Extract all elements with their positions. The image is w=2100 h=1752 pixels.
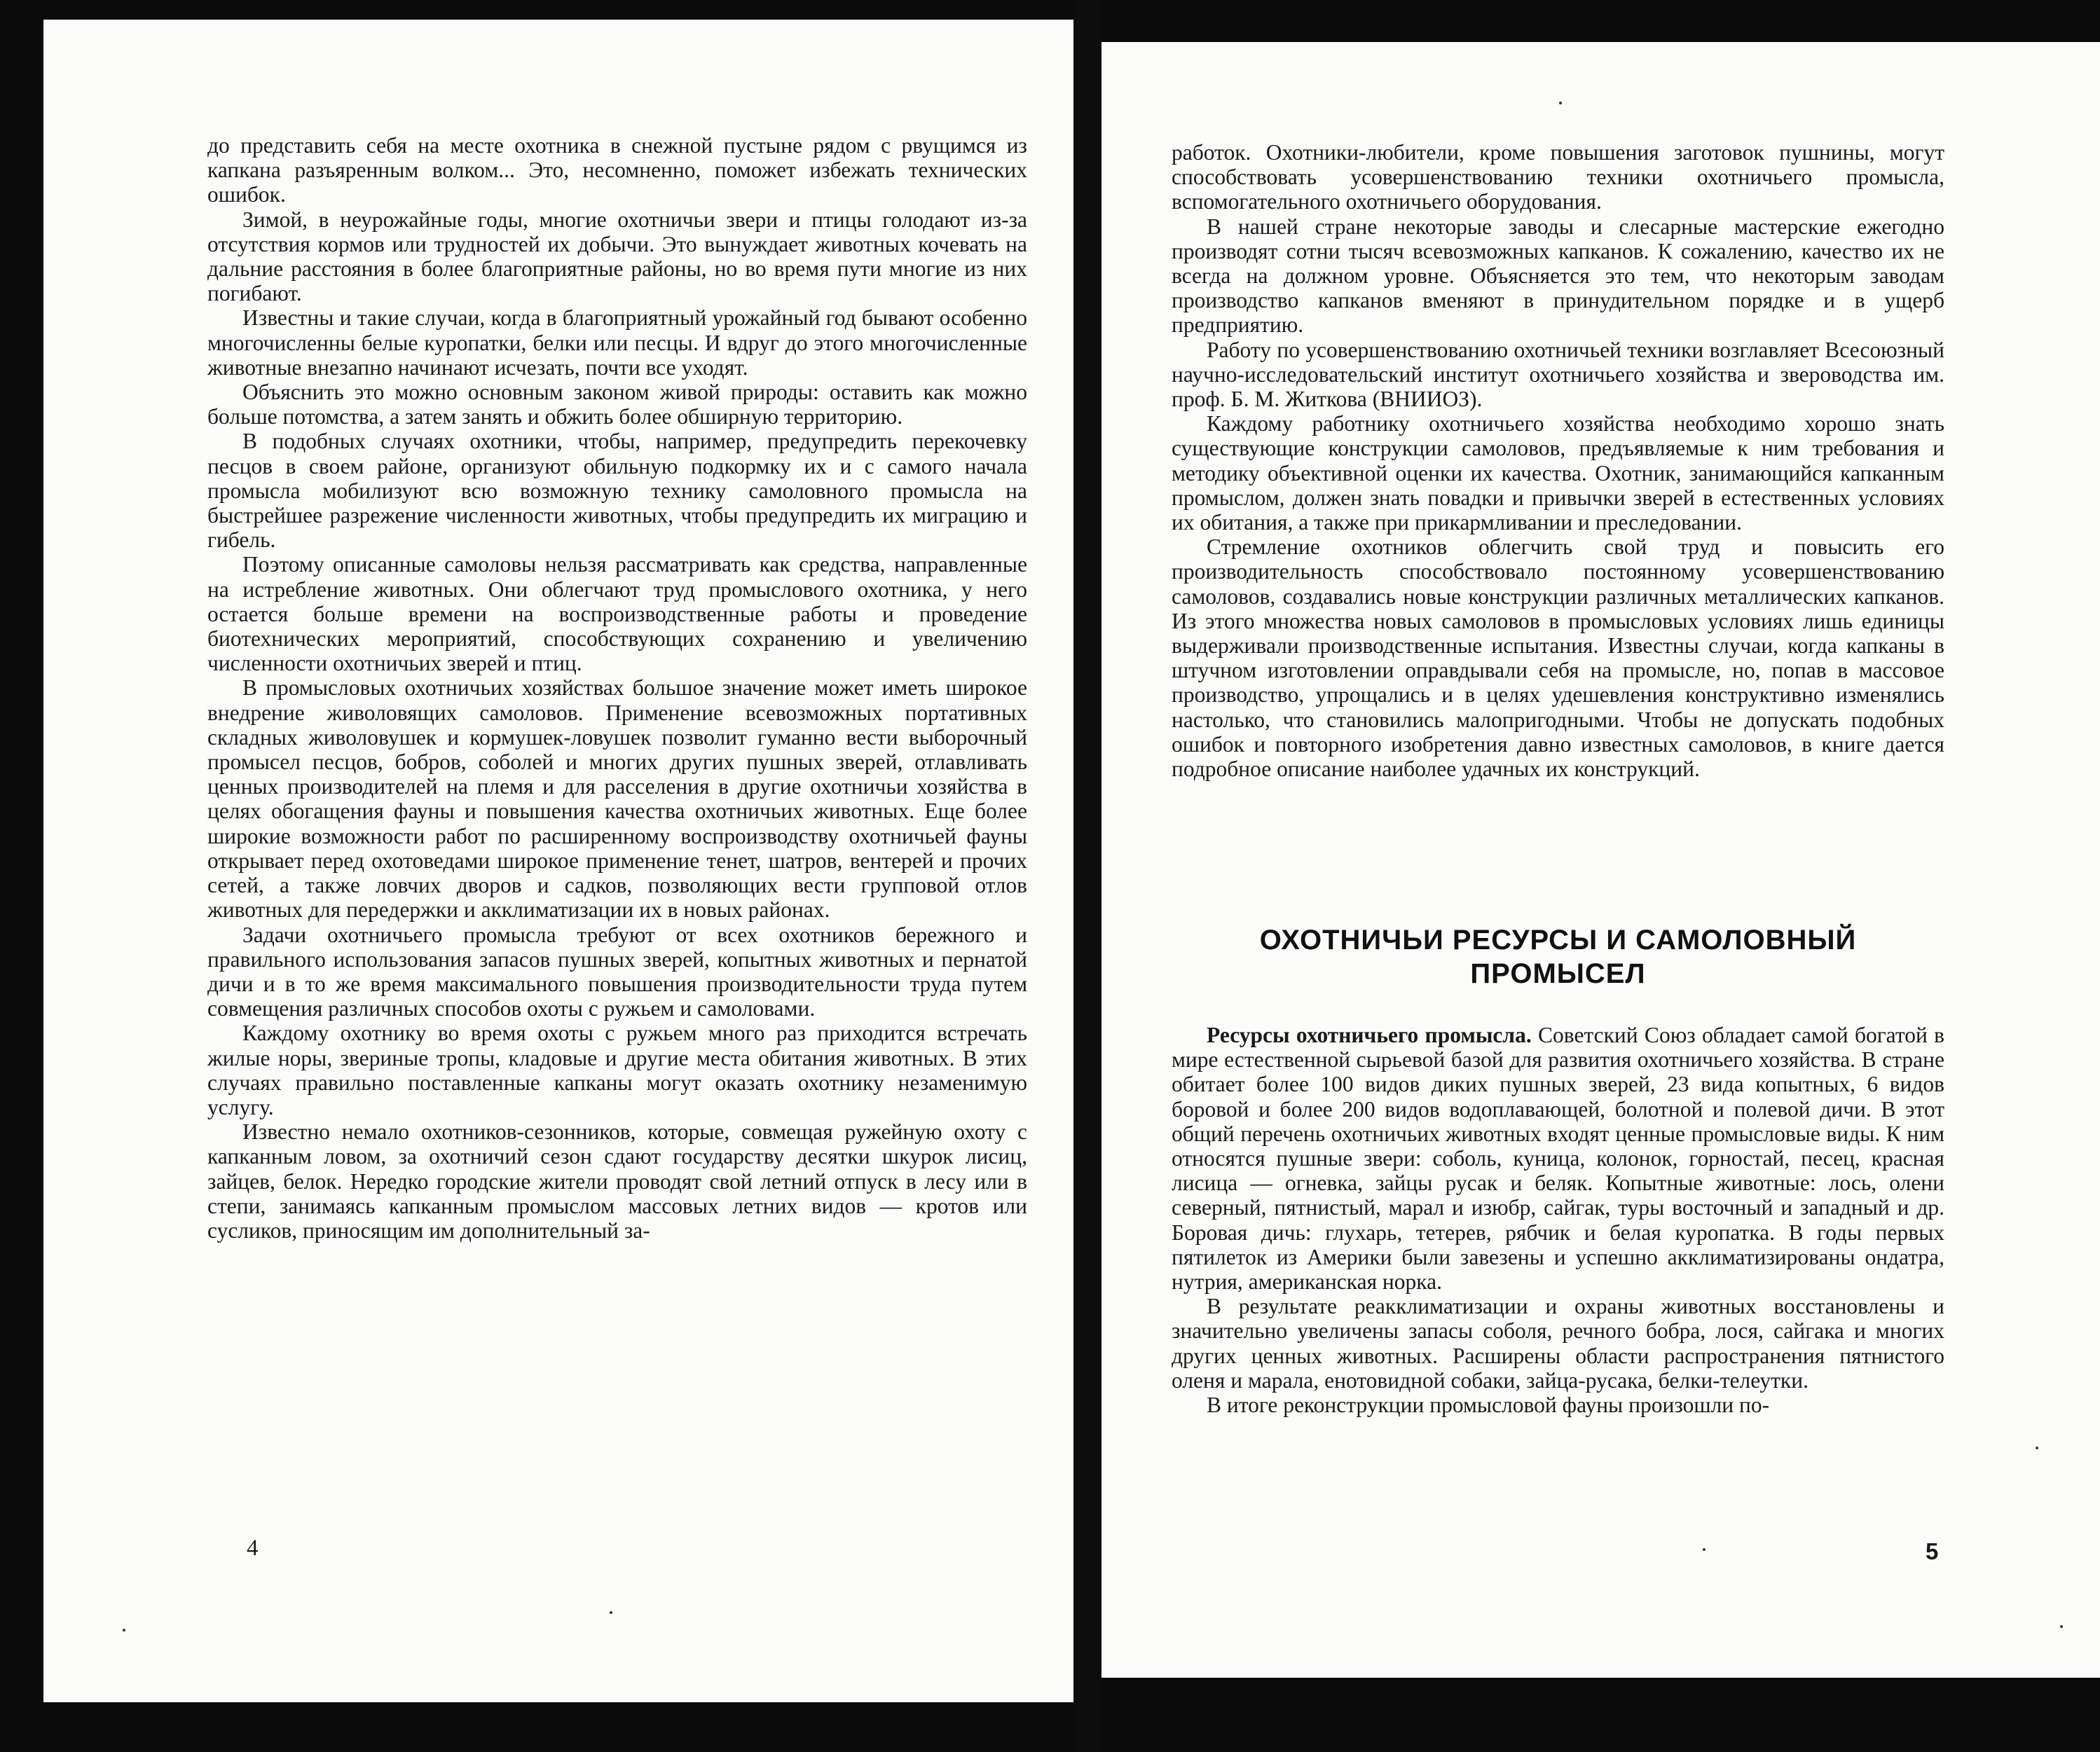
right-page-text-top	[1172, 140, 1944, 781]
scan-speck	[123, 1629, 125, 1632]
paragraph: В нашей стране некоторые заводы и слесарные мастерские ежегодно производят сотни тысяч всевозможных капканов. К сожалению, качество их не всегда на должном уровне. Объясняется это тем, что некоторым заводам производство капканов вменяют в принудительном порядке и в ущерб предприятию.	[1172, 214, 1944, 338]
scan-speck	[610, 1611, 612, 1614]
scan-border-bottom-right	[1093, 1678, 2100, 1752]
paragraph: Зимой, в неурожайные годы, многие охотничьи звери и птицы голодают из-за отсутствия кормов или трудностей их добычи. Это вынуждает животных кочевать на дальние расстояния в более благоприятные районы, но во время пути многие из них погибают.	[207, 207, 1027, 306]
paragraph: до представить себя на месте охотника в снежной пустыне рядом с рвущимся из капкана разъяренным волком... Это, несомненно, поможет избежать технических ошибок.	[207, 133, 1027, 207]
scan-speck	[1703, 1548, 1706, 1551]
paragraph: В промысловых охотничьих хозяйствах большое значение может иметь широкое внедрение живоловящих самоловов. Применение всевозможных портативных складных живоловушек и кормушек-ловушек позволит гуманно вести выборочный промысел песцов, бобров, соболей и многих других пушных зверей, отлавливать ценных производителей на племя и для расселения в другие охотничьи хозяйства в целях обогащения фауны и повышения качества охотничьих животных. Еще более широкие возможности работ по расширенному воспроизводству охотничьей фауны открывает перед охотоведами широкое применение тенет, шатров, вентерей и прочих сетей, а также ловчих дворов и садков, позволяющих вести групповой отлов животных для передержки и акклиматизации их в новых районах.	[207, 675, 1027, 923]
paragraph: Известно немало охотников-сезонников, которые, совмещая ружейную охоту с капканным ловом, за охотничий сезон сдают государству десятки шкурок лисиц, зайцев, белок. Нередко городские жители проводят свой летний отпуск в лесу или в степи, занимаясь капканным промыслом массовых летних видов — кротов или сусликов, приносящим им дополнительный за-	[207, 1119, 1027, 1243]
paragraph: Стремление охотников облегчить свой труд и повысить его производительность способствовало постоянному усовершенствованию самоловов, создавались новые конструкции различных металлических капканов. Из этого множества новых самоловов в промысловых условиях лишь единицы выдерживали производственные испытания. Известны случаи, когда капканы в штучном изготовлении оправдывали себя на промысле, но, попав в массовое производство, упрощались и в целях удешевления конструктивно изменялись настолько, что становились малопригодными. Чтобы не допускать подобных ошибок и повторного изобретения давно известных самоловов, в книге дается подробное описание наиболее удачных их конструкций.	[1172, 534, 1944, 782]
lead-label: Ресурсы охотничьего промысла.	[1207, 1023, 1532, 1047]
scan-speck	[2036, 1447, 2038, 1449]
section-heading: ОХОТНИЧЬИ РЕСУРСЫ И САМОЛОВНЫЙ ПРОМЫСЕЛ	[1259, 925, 1857, 989]
page-number-right: 5	[1926, 1538, 1939, 1564]
scan-speck	[1559, 102, 1562, 104]
lead-paragraph	[1172, 1023, 1944, 1294]
book-gutter	[1073, 0, 1102, 1752]
left-page-text	[207, 133, 1027, 1243]
paragraph: В подобных случаях охотники, чтобы, например, предупредить перекочевку песцов в своем районе, организуют обильную подкормку их и с самого начала промысла мобилизуют всю возможную технику самоловного промысла на быстрейшее разрежение численности животных, чтобы предупредить их миграцию и гибель.	[207, 429, 1027, 553]
page-number-left: 4	[247, 1536, 259, 1561]
scan-speck	[2060, 1625, 2063, 1628]
paragraph: Задачи охотничьего промысла требуют от всех охотников бережного и правильного использования запасов пушных зверей, копытных животных и пернатой дичи и в то же время максимального повышения производительности труда путем совмещения различных способов охоты с ружьем и самоловами.	[207, 922, 1027, 1021]
paragraph: Работу по усовершенствованию охотничьей техники возглавляет Всесоюзный научно-исследовательский институт охотничьего хозяйства и звероводства им. проф. Б. М. Житкова (ВНИИОЗ).	[1172, 337, 1944, 412]
paragraph: Поэтому описанные самоловы нельзя рассматривать как средства, направленные на истребление животных. Они облегчают труд промыслового охотника, у него остается больше времени на воспроизводственные работы и проведение биотехнических мероприятий, способствующих сохранению и увеличению численности охотничьих зверей и птиц.	[207, 552, 1027, 676]
paragraph: В результате реакклиматизации и охраны животных восстановлены и значительно увеличены запасы соболя, речного бобра, лося, сайгака и многих других ценных животных. Расширены области распространения пятнистого оленя и марала, енотовидной собаки, зайца-русака, белки-телеутки.	[1172, 1294, 1944, 1393]
right-page-text-bottom	[1172, 1023, 1944, 1417]
lead-text: Советский Союз обладает самой богатой в мире естественной сырьевой базой для развития охотничьего хозяйства. В стране обитает более 100 видов диких пушных зверей, 23 вида копытных, 6 видов боровой и более 200 видов водоплавающей, болотной и полевой дичи. В этот общий перечень охотничьих животных входят ценные промысловые виды. К ним относятся пушные звери: соболь, куница, колонок, горностай, песец, красная лисица — огневка, зайцы русак и беляк. Копытные животные: лось, олени северный, пятнистый, марал и изюбр, сайгак, туры восточный и западный и др. Боровая дичь: глухарь, тетерев, рябчик и белая куропатка. В годы первых пятилеток из Америки были завезены и успешно акклиматизированы ондатра, нутрия, американская норка.	[1172, 1023, 1944, 1295]
paragraph: Известны и такие случаи, когда в благоприятный урожайный год бывают особенно многочисленны белые куропатки, белки или песцы. И вдруг до этого многочисленные животные внезапно начинают исчезать, почти все уходят.	[207, 305, 1027, 380]
paragraph: В итоге реконструкции промысловой фауны произошли по-	[1207, 1393, 1770, 1418]
paragraph: Каждому работнику охотничьего хозяйства необходимо хорошо знать существующие конструкции самоловов, предъявляемые к ним требования и методику объективной оценки их качества. Охотник, занимающийся капканным промыслом, должен знать повадки и привычки зверей в естественных условиях их обитания, а также при прикармливании и преследовании.	[1172, 411, 1944, 535]
scan-border-left	[0, 0, 43, 1752]
scan-border-top-right	[1093, 0, 2100, 42]
paragraph: Объяснить это можно основным законом живой природы: оставить как можно больше потомства, а затем занять и обжить более обширную территорию.	[207, 380, 1027, 429]
paragraph: Каждому охотнику во время охоты с ружьем много раз приходится встречать жилые норы, звериные тропы, кладовые и другие места обитания животных. В этих случаях правильно поставленные капканы могут оказать охотнику незаменимую услугу.	[207, 1021, 1027, 1119]
paragraph: работок. Охотники-любители, кроме повышения заготовок пушнины, могут способствовать усовершенствованию техники охотничьего промысла, вспомогательного охотничьего оборудования.	[1172, 140, 1944, 214]
